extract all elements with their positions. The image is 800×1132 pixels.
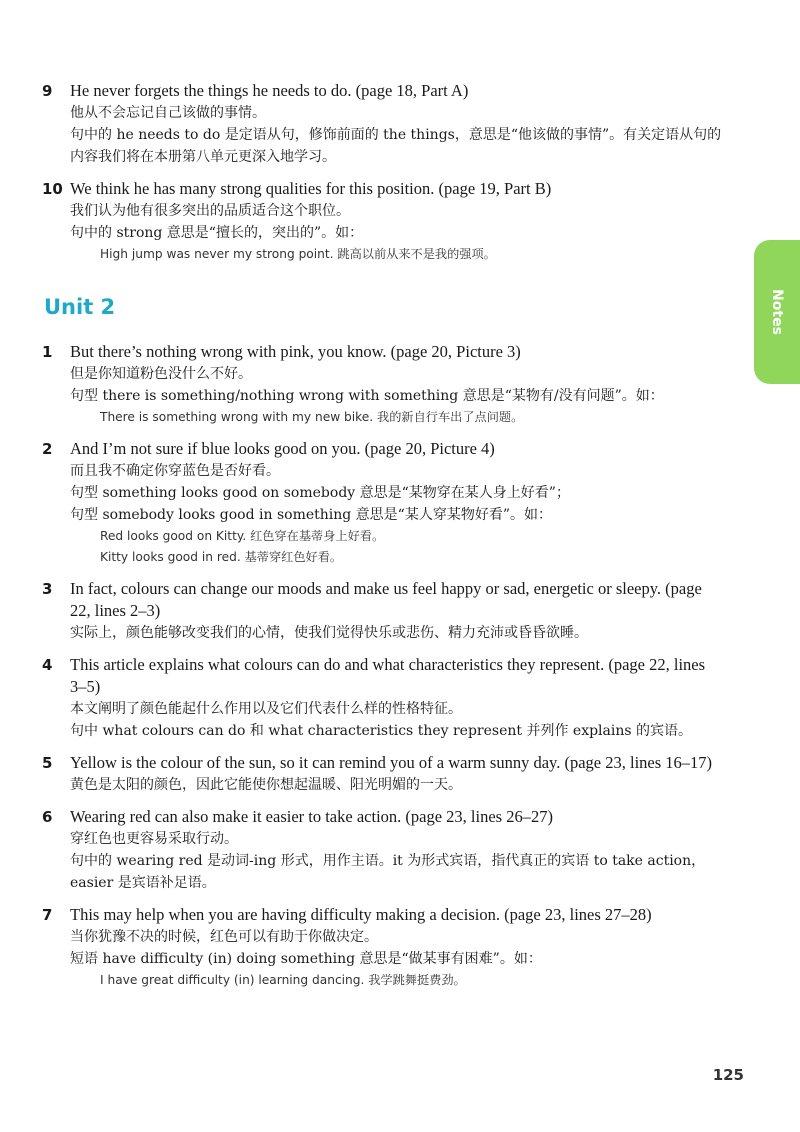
chinese-explanation: 我们认为他有很多突出的品质适合这个职位。 — [70, 203, 350, 219]
note-number: 10 — [42, 180, 63, 198]
chinese-explanation: 句中的 strong 意思是“擅长的，突出的”。如： — [70, 225, 364, 241]
english-sentence: But there’s nothing wrong with pink, you know. (page 20, Picture 3) — [70, 342, 521, 361]
chinese-explanation: 而且我不确定你穿蓝色是否好看。 — [70, 463, 280, 479]
note-number: 5 — [42, 754, 53, 772]
example-sentence: High jump was never my strong point. 跳高以前从来不是我的强项。 — [100, 247, 496, 261]
chinese-explanation: 短语 have difficulty (in) doing something 意思是“做某事有困难”。如： — [70, 951, 542, 967]
english-sentence: And I’m not sure if blue looks good on you. (page 20, Picture 4) — [70, 439, 495, 458]
note-item — [42, 654, 722, 742]
note-item — [42, 578, 722, 644]
note-item — [42, 341, 722, 428]
example-sentence: There is something wrong with my new bike. 我的新自行车出了点问题。 — [100, 410, 524, 424]
chinese-explanation: 当你犹豫不决的时候，红色可以有助于你做决定。 — [70, 929, 378, 945]
chinese-explanation: 句中 what colours can do 和 what characteristics they represent 并列作 explains 的宾语。 — [70, 723, 693, 739]
page-number: 125 — [712, 1066, 744, 1084]
note-number: 1 — [42, 343, 53, 361]
chinese-explanation: 穿红色也更容易采取行动。 — [70, 831, 238, 847]
note-number: 2 — [42, 440, 53, 458]
note-number: 9 — [42, 82, 53, 100]
note-item — [42, 752, 722, 796]
english-sentence: Yellow is the colour of the sun, so it can remind you of a warm sunny day. (page 23, lines 16–17) — [70, 753, 713, 772]
english-sentence: This article explains what colours can do and what characteristics they represent. (page 22, lines 3–5) — [70, 655, 706, 696]
example-sentence: I have great difficulty (in) learning dancing. 我学跳舞挺费劲。 — [100, 973, 466, 987]
note-number: 3 — [42, 580, 53, 598]
notes-content — [42, 80, 722, 1001]
note-item — [42, 80, 722, 168]
chinese-explanation: 句型 somebody looks good in something 意思是“某人穿某物好看”。如： — [70, 507, 553, 523]
english-sentence: We think he has many strong qualities for this position. (page 19, Part B) — [70, 179, 552, 198]
chinese-explanation: 句中的 wearing red 是动词-ing 形式，用作主语。it 为形式宾语，指代真正的宾语 to take action，easier 是宾语补足语。 — [70, 853, 706, 891]
notes-tab-label: Notes — [769, 289, 785, 335]
example-sentence: Red looks good on Kitty. 红色穿在基蒂身上好看。 — [100, 529, 385, 543]
previous-unit-notes — [42, 80, 722, 265]
note-item — [42, 806, 722, 894]
english-sentence: In fact, colours can change our moods and make us feel happy or sad, energetic or sleepy. (page 22, lines 2–3) — [70, 579, 702, 620]
note-item — [42, 178, 722, 265]
unit-heading: Unit 2 — [44, 295, 116, 319]
chinese-explanation: 句型 something looks good on somebody 意思是“某物穿在某人身上好看”； — [70, 485, 570, 501]
unit-notes-list — [42, 341, 722, 991]
note-item — [42, 904, 722, 991]
chinese-explanation: 句中的 he needs to do 是定语从句，修饰前面的 the things，意思是“他该做的事情”。有关定语从句的内容我们将在本册第八单元更深入地学习。 — [70, 127, 722, 165]
note-number: 7 — [42, 906, 53, 924]
notes-side-tab — [754, 240, 800, 384]
note-number: 4 — [42, 656, 53, 674]
chinese-explanation: 但是你知道粉色没什么不好。 — [70, 366, 252, 382]
chinese-explanation: 黄色是太阳的颜色，因此它能使你想起温暖、阳光明媚的一天。 — [70, 777, 462, 793]
english-sentence: Wearing red can also make it easier to take action. (page 23, lines 26–27) — [70, 807, 553, 826]
chinese-explanation: 实际上，颜色能够改变我们的心情，使我们觉得快乐或悲伤、精力充沛或昏昏欲睡。 — [70, 625, 588, 641]
example-sentence: Kitty looks good in red. 基蒂穿红色好看。 — [100, 550, 343, 564]
note-number: 6 — [42, 808, 53, 826]
note-item — [42, 438, 722, 568]
chinese-explanation: 句型 there is something/nothing wrong with something 意思是“某物有/没有问题”。如： — [70, 388, 664, 404]
chinese-explanation: 本文阐明了颜色能起什么作用以及它们代表什么样的性格特征。 — [70, 701, 462, 717]
english-sentence: This may help when you are having difficulty making a decision. (page 23, lines 27–28) — [70, 905, 652, 924]
chinese-explanation: 他从不会忘记自己该做的事情。 — [70, 105, 266, 121]
english-sentence: He never forgets the things he needs to do. (page 18, Part A) — [70, 81, 469, 100]
